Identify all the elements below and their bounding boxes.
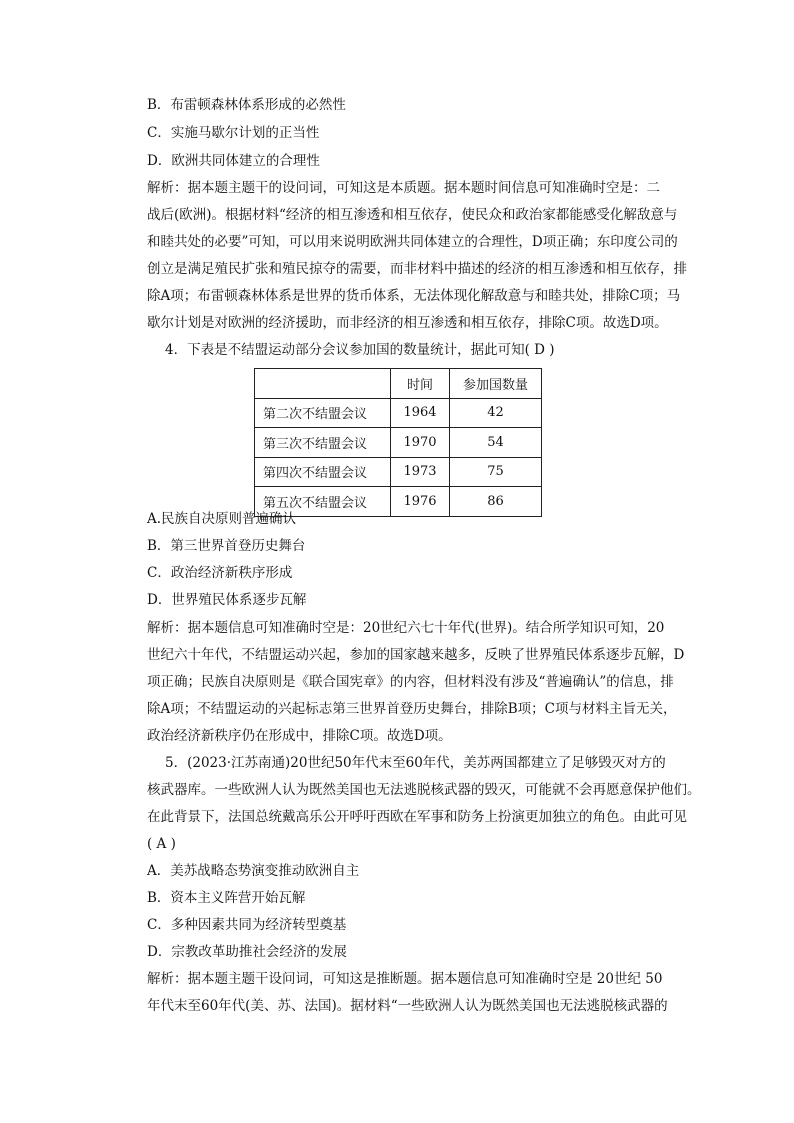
table-header-cell bbox=[255, 369, 391, 399]
table-header-row bbox=[255, 369, 542, 399]
table-row bbox=[255, 398, 542, 428]
table-cell: 86 bbox=[450, 487, 542, 517]
q3-analysis-line: 除A项；布雷顿森林体系是世界的货币体系，无法体现化解敌意与和睦共处，排除C项；马 bbox=[147, 288, 681, 304]
table-header-cell: 参加国数量 bbox=[450, 369, 542, 399]
table-row bbox=[255, 428, 542, 458]
q4-analysis-line: 政治经济新秩序仍在形成中，排除C项。故选D项。 bbox=[147, 728, 452, 744]
q3-analysis-line: 解析：据本题主题干的设问词，可知这是本质题。据本题时间信息可知准确时空是：二 bbox=[147, 180, 660, 196]
q5-stem-line: 核武器库。一些欧洲人认为既然美国也无法逃脱核武器的毁灭，可能就不会再愿意保护他们。 bbox=[147, 782, 701, 798]
q4-analysis-line: 除A项；不结盟运动的兴起标志第三世界首登历史舞台，排除B项；C项与材料主旨无关， bbox=[147, 701, 677, 717]
q4-stem: 4．下表是不结盟运动部分会议参加国的数量统计，据此可知( D ) bbox=[165, 342, 555, 358]
q3-analysis-line: 战后(欧洲)。根据材料“经济的相互渗透和相互依存，使民众和政治家都能感受化解敌意与 bbox=[147, 207, 678, 223]
table-cell: 第五次不结盟会议 bbox=[255, 487, 391, 517]
q3-analysis-line: 创立是满足殖民扩张和殖民掠夺的需要，而非材料中描述的经济的相互渗透和相互依存，排 bbox=[147, 261, 687, 277]
table-header-cell: 时间 bbox=[391, 369, 450, 399]
table-cell: 1970 bbox=[391, 428, 450, 458]
table-row bbox=[255, 457, 542, 487]
q3-option-c: C．实施马歇尔计划的正当性 bbox=[147, 125, 320, 141]
q4-option-a: A.民族自决原则普遍确认 bbox=[147, 511, 297, 527]
q4-analysis-line: 解析：据本题信息可知准确时空是：20世纪六七十年代(世界)。结合所学知识可知，20 bbox=[147, 620, 665, 636]
q5-option-d: D．宗教改革助推社会经济的发展 bbox=[147, 944, 347, 960]
q5-analysis-line: 解析：据本题主题干设问词，可知这是推断题。据本题信息可知准确时空是 20世纪 50 bbox=[147, 971, 663, 987]
q3-analysis-line: 歇尔计划是对欧洲的经济援助，而非经济的相互渗透和相互依存，排除C项。故选D项。 bbox=[147, 315, 668, 331]
q4-option-d: D．世界殖民体系逐步瓦解 bbox=[147, 592, 307, 608]
table-cell: 75 bbox=[450, 457, 542, 487]
q5-option-c: C．多种因素共同为经济转型奠基 bbox=[147, 917, 347, 933]
table-cell: 1973 bbox=[391, 457, 450, 487]
table-cell: 第四次不结盟会议 bbox=[255, 457, 391, 487]
table-cell: 1964 bbox=[391, 398, 450, 428]
q4-analysis-line: 项正确；民族自决原则是《联合国宪章》的内容，但材料没有涉及“普遍确认”的信息，排 bbox=[147, 674, 674, 690]
q5-stem-answer: ( A ) bbox=[147, 836, 176, 852]
stats-table bbox=[254, 368, 542, 517]
table-cell: 42 bbox=[450, 398, 542, 428]
q3-analysis-line: 和睦共处的必要”可知，可以用来说明欧洲共同体建立的合理性，D项正确；东印度公司的 bbox=[147, 234, 678, 250]
q4-analysis-line: 世纪六十年代，不结盟运动兴起，参加的国家越来越多，反映了世界殖民体系逐步瓦解，D bbox=[147, 647, 685, 663]
q5-stem-line: 在此背景下，法国总统戴高乐公开呼吁西欧在军事和防务上扮演更加独立的角色。由此可见 bbox=[147, 809, 687, 825]
table-cell: 第三次不结盟会议 bbox=[255, 428, 391, 458]
table-cell: 54 bbox=[450, 428, 542, 458]
q5-analysis-line: 年代末至60年代(美、苏、法国)。据材料“一些欧洲人认为既然美国也无法逃脱核武器的 bbox=[147, 998, 668, 1014]
table-cell: 第二次不结盟会议 bbox=[255, 398, 391, 428]
table-row bbox=[255, 487, 542, 517]
table-cell: 1976 bbox=[391, 487, 450, 517]
q3-option-d: D．欧洲共同体建立的合理性 bbox=[147, 153, 320, 169]
q5-option-b: B．资本主义阵营开始瓦解 bbox=[147, 890, 306, 906]
q3-option-b: B．布雷顿森林体系形成的必然性 bbox=[147, 97, 346, 113]
q4-option-b: B．第三世界首登历史舞台 bbox=[147, 538, 306, 554]
q5-option-a: A．美苏战略态势演变推动欧洲自主 bbox=[147, 863, 360, 879]
q4-option-c: C．政治经济新秩序形成 bbox=[147, 565, 293, 581]
q5-stem-line: 5．(2023·江苏南通)20世纪50年代末至60年代，美苏两国都建立了足够毁灭对方的 bbox=[165, 755, 666, 771]
